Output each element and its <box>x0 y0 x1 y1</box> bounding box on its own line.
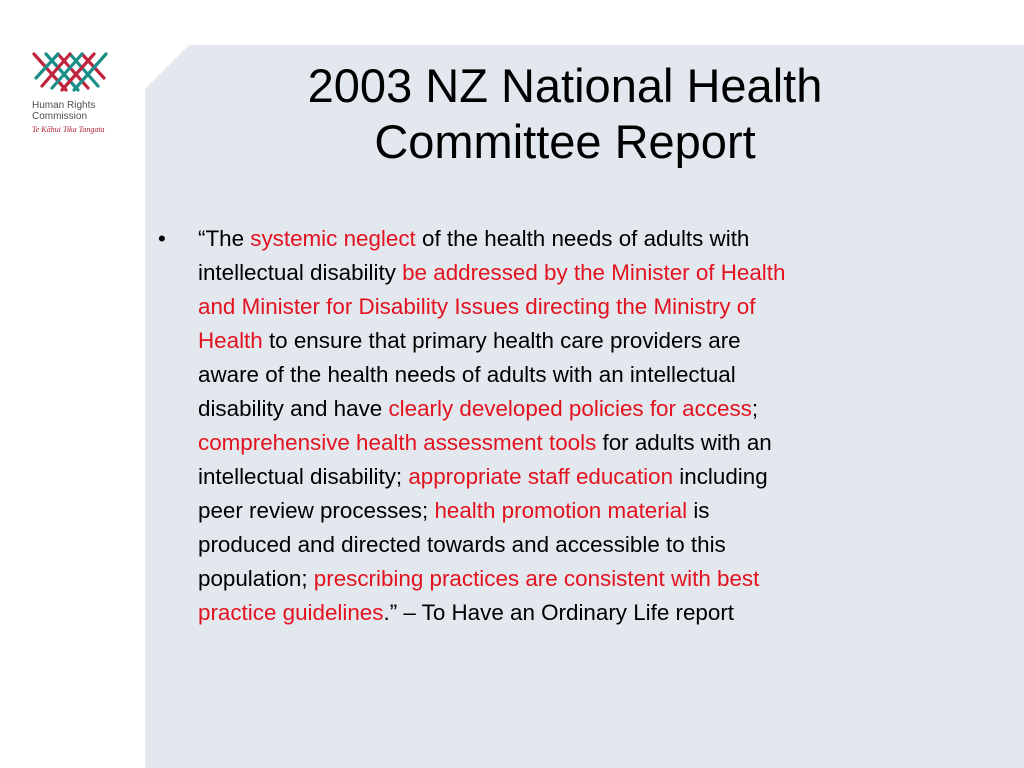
text-segment: disability and have <box>198 396 389 421</box>
slide-title <box>180 58 950 170</box>
body-line <box>198 222 785 256</box>
highlight-text: comprehensive health assessment tools <box>198 430 597 455</box>
text-segment: to ensure that primary health care providers are <box>262 328 741 353</box>
body-line <box>198 324 785 358</box>
text-segment: aware of the health needs of adults with an intellectual <box>198 362 736 387</box>
text-segment: of the health needs of adults with <box>415 226 750 251</box>
human-rights-commission-logo <box>28 50 112 150</box>
text-segment: produced and directed towards and accessible to this <box>198 532 726 557</box>
body-line <box>198 596 785 630</box>
logo-motto: Te Kāhui Tika Tangata <box>32 125 105 134</box>
bullet-point: • <box>158 226 166 251</box>
highlight-text: practice guidelines <box>198 600 384 625</box>
highlight-text: and Minister for Disability Issues directing the Ministry of <box>198 294 756 319</box>
logo-text-line2: Commission <box>32 111 88 122</box>
text-segment: population; <box>198 566 314 591</box>
text-segment: intellectual disability <box>198 260 403 285</box>
text-segment: is <box>687 498 710 523</box>
body-line <box>198 256 785 290</box>
body-line <box>198 426 785 460</box>
highlight-text: clearly developed policies for access <box>388 396 752 421</box>
text-segment: intellectual disability; <box>198 464 409 489</box>
text-segment: including <box>673 464 768 489</box>
text-segment: .” – To Have an Ordinary Life report <box>383 600 735 625</box>
text-segment: for adults with an <box>596 430 772 455</box>
highlight-text: systemic neglect <box>250 226 416 251</box>
text-segment: ; <box>751 396 759 421</box>
body-line <box>198 528 785 562</box>
text-segment: peer review processes; <box>198 498 435 523</box>
body-line <box>198 290 785 324</box>
quote-paragraph <box>198 222 785 630</box>
highlight-text: be addressed by the Minister of Health <box>402 260 786 285</box>
highlight-text: prescribing practices are consistent with best <box>313 566 760 591</box>
lattice-logo-icon <box>30 50 110 94</box>
body-line <box>198 494 785 528</box>
logo-text-line1: Human Rights <box>32 100 96 111</box>
body-line <box>198 460 785 494</box>
highlight-text: health promotion material <box>434 498 688 523</box>
body-line <box>198 562 785 596</box>
body-line <box>198 392 785 426</box>
slide-title-line1: 2003 NZ National Health <box>307 59 823 112</box>
text-segment: “The <box>198 226 251 251</box>
body-line <box>198 358 785 392</box>
highlight-text: Health <box>198 328 263 353</box>
highlight-text: appropriate staff education <box>408 464 674 489</box>
slide-title-line2: Committee Report <box>374 115 756 168</box>
